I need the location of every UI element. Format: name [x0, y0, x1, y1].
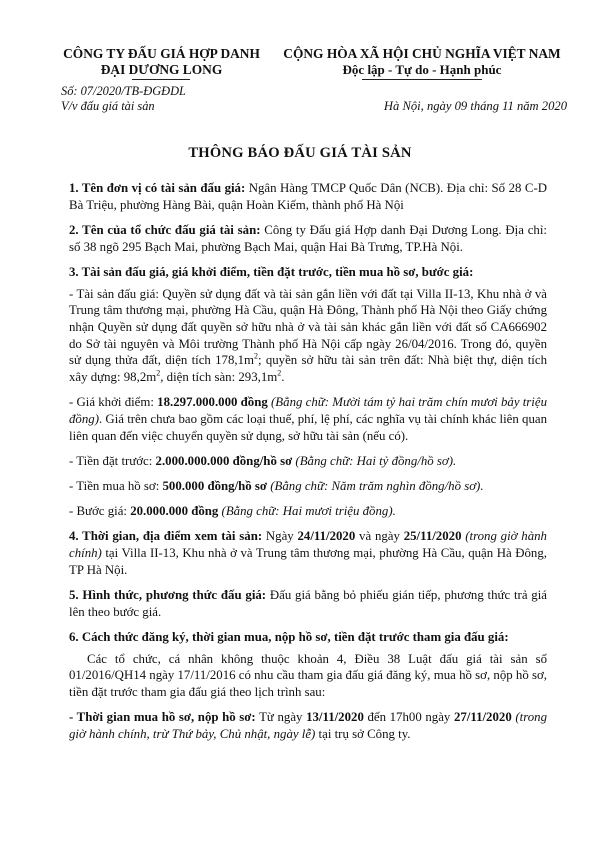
- document-number: Số: 07/2020/TB-ĐGĐDL: [61, 84, 186, 98]
- fee-prefix: - Tiền mua hồ sơ:: [69, 479, 163, 494]
- section-6-label: 6. Cách thức đăng ký, thời gian mua, nộp hồ sơ, tiền đặt trước tham gia đấu giá:: [69, 629, 509, 644]
- step-prefix: - Bước giá:: [69, 504, 131, 519]
- motto-underline: [362, 79, 482, 80]
- fee-words: (Bằng chữ: Năm trăm nghìn đồng/hồ sơ).: [267, 479, 484, 494]
- deposit: [69, 453, 547, 470]
- price-prefix: - Giá khởi điểm:: [69, 395, 158, 410]
- section-1-text: Ngân Hàng TMCP Quốc Dân (NCB). Địa chỉ: Số 28 C-D Bà Triệu, phường Hàng Bài, quận Hoàn Kiếm, thành phố Hà Nội: [69, 181, 547, 212]
- asset-text-a: - Tài sản đấu giá: Quyền sử dụng đất và tài sản gắn liền với đất tại Villa II-13, Khu nhà ở và Trung tâm thương mại, phường Hà Cầu, quận Hà Đông, Thành phố Hà Nội theo Giấy chứng nhận Quyền sử dụng đất quyền sở hữu nhà ở và tài sản khác gắn liền với đất số CA666902 do Sở tài nguyên và Môi trường Thành phố Hà Nội cấp ngày 26/04/2016. Trong đó, quyền sử dụng thửa đất, diện tích 178,1m: [69, 286, 547, 368]
- section-2-label: 2. Tên của tổ chức đấu giá tài sản:: [69, 222, 261, 237]
- org-underline: [132, 79, 190, 80]
- dossier-fee: [69, 478, 547, 495]
- superscript: 2: [277, 368, 282, 378]
- section-4-text-2: và ngày: [355, 529, 404, 544]
- deposit-words: (Bằng chữ: Hai tỷ đồng/hồ sơ).: [292, 453, 457, 468]
- viewing-date-2: 25/11/2020: [403, 529, 462, 544]
- price-value: 18.297.000.000 đồng: [157, 395, 268, 410]
- purchase-date-2: 27/11/2020: [453, 710, 512, 725]
- deposit-prefix: - Tiền đặt trước:: [69, 453, 156, 468]
- section-4-text-4: tại Villa II-13, Khu nhà ở và Trung tâm thương mại, phường Hà Cầu, quận Hà Đông, TP Hà Nội.: [69, 546, 547, 577]
- section-4: [69, 528, 547, 578]
- document-header: [0, 46, 600, 126]
- section-6-heading: [69, 629, 547, 646]
- section-4-text-3: (trong giờ hành chính): [69, 529, 547, 561]
- step-value: 20.000.000 đồng: [130, 504, 219, 519]
- asset-text-d: .: [281, 370, 285, 385]
- deposit-value: 2.000.000.000 đồng/hồ sơ: [155, 453, 293, 468]
- price-step: [69, 503, 547, 520]
- place-date: Hà Nội, ngày 09 tháng 11 năm 2020: [383, 99, 567, 113]
- purchase-label: - Thời gian mua hồ sơ, nộp hồ sơ:: [69, 710, 256, 725]
- section-2-text: Công ty Đấu giá Hợp danh Đại Dương Long. Địa chỉ: số 38 ngõ 295 Bạch Mai, phường Bạch Mai, quận Hai Bà Trưng, TP.Hà Nội.: [69, 222, 547, 254]
- section-6-intro: Các tổ chức, cá nhân không thuộc khoản 4, Điều 38 Luật đấu giá tài sản số 01/2016/QH14 ngày 17/11/2016 có nhu cầu tham gia đấu giá đăng ký, mua hồ sơ, nộp hồ sơ, tiền đặt trước tham gia đấu giá theo lịch trình sau:: [69, 651, 547, 700]
- section-4-label: 4. Thời gian, địa điểm xem tài sản:: [69, 529, 263, 544]
- purchase-text-1: Từ ngày: [255, 710, 307, 725]
- document-body: [69, 180, 547, 751]
- starting-price: [69, 394, 547, 444]
- asset-text-b: ; quyền sở hữu tài sản trên đất: Nhà biệt thự, diện tích xây dựng: 98,2m: [69, 353, 547, 385]
- step-words: (Bằng chữ: Hai mươi triệu đồng).: [218, 504, 396, 519]
- section-1-label: 1. Tên đơn vị có tài sản đấu giá:: [69, 181, 246, 195]
- document-subject: V/v đấu giá tài sản: [61, 99, 155, 113]
- document-title: THÔNG BÁO ĐẤU GIÁ TÀI SẢN: [188, 145, 412, 161]
- section-5-label: 5. Hình thức, phương thức đấu giá:: [69, 588, 267, 603]
- section-5-text: Đấu giá bằng bỏ phiếu gián tiếp, phương thức trả giá lên theo bước giá.: [69, 588, 547, 619]
- nation-title: CỘNG HÒA XÃ HỘI CHỦ NGHĨA VIỆT NAM: [283, 46, 561, 61]
- section-3-label: 3. Tài sản đấu giá, giá khởi điểm, tiền đặt trước, tiền mua hồ sơ, bước giá:: [69, 264, 474, 279]
- purchase-text-3: (trong giờ hành chính, trừ Thứ bảy, Chủ nhật, ngày lễ): [69, 710, 547, 741]
- org-name-line1: CÔNG TY ĐẤU GIÁ HỢP DANH: [63, 46, 260, 61]
- section-3-heading: [69, 264, 547, 281]
- superscript: 2: [156, 368, 161, 378]
- purchase-text-4: tại trụ sở Công ty.: [315, 726, 411, 741]
- viewing-date-1: 24/11/2020: [297, 529, 356, 544]
- org-name-line2: ĐẠI DƯƠNG LONG: [100, 62, 223, 77]
- purchase-period: [69, 709, 547, 742]
- purchase-date-1: 13/11/2020: [306, 710, 364, 725]
- asset-description: [69, 286, 547, 386]
- purchase-text-2: đến 17h00 ngày: [363, 710, 454, 725]
- price-note: . Giá trên chưa bao gồm các loại thuế, phí, lệ phí, các nghĩa vụ tài chính khác liên quan liên quan đến việc chuyển quyền sử dụng, sở hữu tài sản (nếu có).: [69, 411, 547, 443]
- price-words: (Bằng chữ: Mười tám tỷ hai trăm chín mươi bảy triệu đồng): [69, 395, 547, 426]
- national-motto: Độc lập - Tự do - Hạnh phúc: [342, 62, 502, 77]
- section-5: [69, 587, 547, 620]
- section-1: [69, 180, 547, 213]
- section-2: [69, 222, 547, 255]
- superscript: 2: [254, 352, 258, 362]
- asset-text-c: , diện tích sàn: 293,1m: [160, 370, 278, 385]
- fee-value: 500.000 đồng/hồ sơ: [162, 479, 268, 494]
- section-4-text-1: Ngày: [262, 529, 298, 544]
